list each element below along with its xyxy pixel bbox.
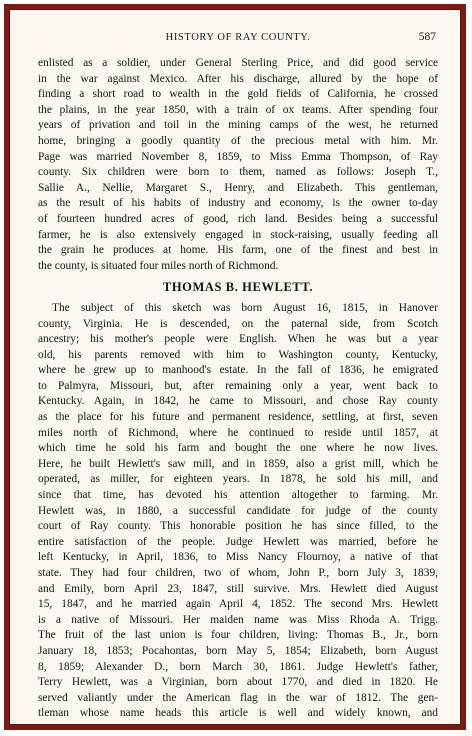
text-line: the plains, in the year 1850, with a train of ox teams. After spending four: [38, 103, 438, 116]
paragraph-hewlett-biography: [38, 301, 438, 722]
text-line: county, Virginia. He is descended, on the paternal side, from Scotch: [38, 317, 438, 330]
text-line: the grain he produces at home. His farm, one of the finest and best in: [38, 244, 438, 257]
text-line: years of privation and toil in the mining camps of the west, he returned: [38, 119, 438, 132]
text-line: court of Ray county. This honorable position he has since filled, to the: [38, 520, 438, 533]
running-head: [38, 32, 438, 48]
text-line: miles north of Richmond, where he continued to reside until 1857, at: [38, 426, 438, 439]
text-line: since that time, has devoted his attention altogether to farming. Mr.: [38, 489, 438, 502]
text-line: Here, he built Hewlett's saw mill, and in 1859, also a grist mill, which he: [38, 457, 438, 470]
text-line: state. They had four children, two of whom, John P., born July 3, 1839,: [38, 567, 438, 579]
book-page: [9, 9, 461, 725]
text-line: of fourteen hundred acres of good, rich land. Besides being a successful: [38, 212, 438, 225]
page-number: 587: [418, 31, 436, 43]
text-line: The subject of this sketch was born August 16, 1815, in Hanover: [52, 301, 438, 314]
text-line: the county, is situated four miles north of Richmond.: [38, 259, 279, 272]
text-line: ancestry; his mother's people were English. When he was but a year: [38, 333, 438, 346]
text-line: county. Six children were born to them, named as follows: Joseph T.,: [38, 166, 438, 179]
text-line: entire satisfaction of the people. Judge Hewlett was married, before he: [38, 535, 438, 548]
text-line: operated, as miller, for eighteen years. In 1878, he sold his mill, and: [38, 473, 438, 486]
text-line: 8, 1859; Alexander D., born March 30, 1861. Judge Hewlett's father,: [38, 660, 438, 673]
text-line: enlisted as a soldier, under General Sterling Price, and did good service: [38, 57, 438, 69]
text-line: Sallie A., Nellie, Margaret S., Henry, and Elizabeth. This gentleman,: [38, 181, 438, 194]
text-line: Page was married November 8, 1859, to Miss Emma Thompson, of Ray: [38, 150, 438, 163]
text-line: in the war against Mexico. After his discharge, allured by the hope of: [38, 72, 438, 85]
page-frame: [4, 4, 466, 730]
text-line: left Kentucky, in April, 1836, to Miss Nancy Flournoy, a native of that: [38, 551, 438, 564]
section-heading: THOMAS B. HEWLETT.: [162, 280, 314, 295]
text-line: as the result of his habits of industry and economy, is the owner to-day: [38, 197, 438, 210]
paragraph-page-biography: [38, 56, 438, 274]
running-title: HISTORY OF RAY COUNTY.: [165, 32, 311, 43]
text-line: Terry Hewlett, was a Virginian, born about 1770, and died in 1820. He: [38, 676, 438, 689]
text-line: is a native of Missouri. Her maiden name was Miss Rhoda A. Trigg.: [38, 613, 438, 626]
text-line: home, bringing a goodly quantity of the precious metal with him. Mr.: [38, 134, 438, 147]
text-line: January 18, 1853; Pocahontas, born May 5, 1854; Elizabeth, born August: [38, 644, 438, 657]
text-line: Kentucky. Again, in 1842, he came to Missouri, and chose Ray county: [38, 395, 438, 408]
text-line: which time he sold his farm and bought the one where he now lives.: [38, 442, 438, 455]
text-line: 15, 1847, and he married again April 4, 1852. The second Mrs. Hewlett: [38, 598, 438, 611]
text-line: tleman whose name heads this article is well and widely known, and: [38, 707, 438, 720]
text-line: Hewlett was, in 1880, a successful candidate for judge of the county: [38, 504, 438, 517]
text-line: where he grew up to manhood's estate. In the fall of 1836, he emigrated: [38, 364, 438, 377]
text-line: The fruit of the last union is four children, living: Thomas B., Jr., born: [38, 629, 438, 642]
text-line: served valiantly under the American flag in the war of 1812. The gen-: [38, 691, 438, 704]
text-line: and Emily, born April 23, 1847, still survive. Mrs. Hewlett died August: [38, 582, 438, 595]
text-line: as the place for his future and permanent residence, settling, at first, seven: [38, 411, 438, 424]
text-line: farmer, he is also extensively engaged in stock-raising, usually feeding all: [38, 228, 438, 241]
text-line: to Palmyra, Missouri, but, after remaining only a year, went back to: [38, 379, 438, 392]
page-body: [38, 56, 438, 722]
text-line: old, his parents removed with him to Washington county, Kentucky,: [38, 348, 438, 361]
text-line: finding a short road to wealth in the gold fields of California, he crossed: [38, 88, 438, 101]
